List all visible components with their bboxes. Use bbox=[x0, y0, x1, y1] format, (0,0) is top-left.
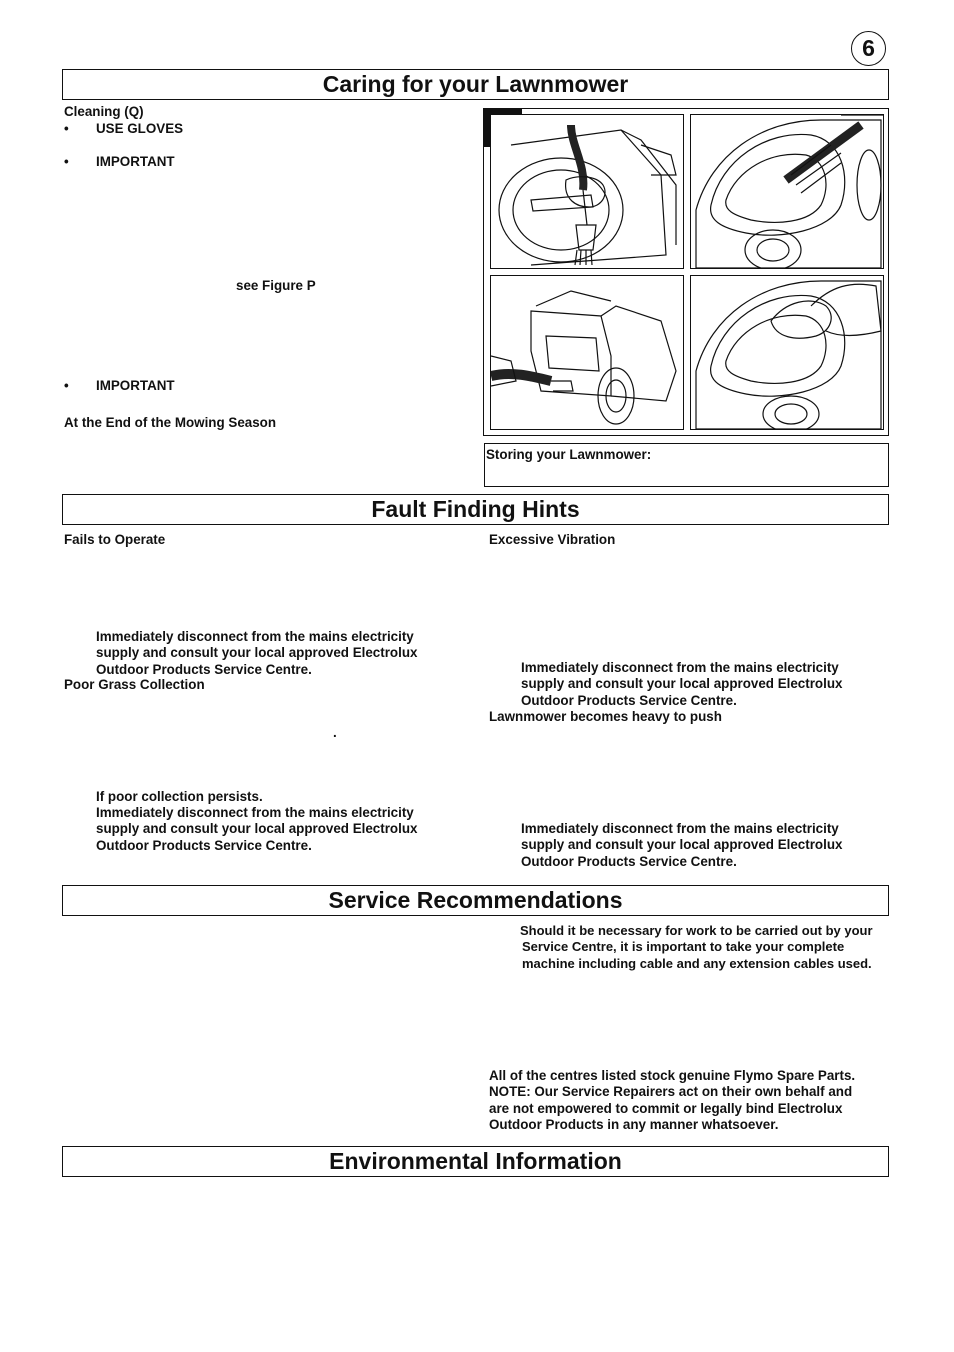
note-line: are not empowered to commit or legally bind Electrolux bbox=[489, 1100, 843, 1116]
section-heading-caring: Caring for your Lawnmower bbox=[62, 69, 889, 100]
note-line: Outdoor Products Service Centre. bbox=[521, 692, 737, 708]
note-line: Outdoor Products Service Centre. bbox=[96, 661, 312, 677]
note-line: Immediately disconnect from the mains electricity bbox=[521, 660, 839, 675]
note-line: NOTE: Our Service Repairers act on their own behalf and bbox=[489, 1084, 853, 1100]
note-line: supply and consult your local approved Electrolux bbox=[96, 645, 418, 661]
bullet-mark: • bbox=[64, 377, 69, 393]
cleaning-heading: Cleaning (Q) bbox=[64, 104, 144, 119]
note-line: Immediately disconnect from the mains electricity bbox=[521, 821, 839, 836]
note-line: All of the centres listed stock genuine Flymo Spare Parts. bbox=[489, 1068, 856, 1083]
illustration-grassbox-clean bbox=[490, 275, 684, 430]
note-line: Outdoor Products in any manner whatsoever. bbox=[489, 1116, 779, 1132]
important-text: IMPORTANT bbox=[96, 154, 175, 170]
illustration-underside-brush bbox=[490, 114, 684, 269]
storing-heading: Storing your Lawnmower: bbox=[486, 447, 652, 462]
note-line: Should it be necessary for work to be carried out by your bbox=[520, 923, 873, 938]
disconnect-note-left-2 bbox=[96, 805, 417, 854]
important-text: IMPORTANT bbox=[96, 377, 175, 393]
centres-note bbox=[489, 1068, 855, 1133]
page-number: 6 bbox=[851, 31, 886, 66]
note-line: machine including cable and any extension cables used. bbox=[522, 955, 872, 971]
illustration-top-brush bbox=[690, 114, 884, 269]
section-heading-environment: Environmental Information bbox=[62, 1146, 889, 1177]
disconnect-note-right-2 bbox=[521, 821, 842, 870]
disconnect-note-left-1 bbox=[96, 629, 417, 678]
disconnect-note-right-1 bbox=[521, 660, 842, 709]
note-line: supply and consult your local approved Electrolux bbox=[96, 821, 418, 837]
excessive-vibration-heading: Excessive Vibration bbox=[489, 532, 616, 547]
if-poor-persists: If poor collection persists. bbox=[96, 789, 263, 804]
note-line: supply and consult your local approved Electrolux bbox=[521, 837, 843, 853]
section-heading-fault-finding: Fault Finding Hints bbox=[62, 494, 889, 525]
illustration-top-cloth bbox=[690, 275, 884, 430]
note-line: Immediately disconnect from the mains electricity bbox=[96, 805, 414, 820]
section-heading-service: Service Recommendations bbox=[62, 885, 889, 916]
end-of-season-heading: At the End of the Mowing Season bbox=[64, 415, 277, 430]
poor-collection-heading: Poor Grass Collection bbox=[64, 677, 205, 692]
fails-to-operate-heading: Fails to Operate bbox=[64, 532, 166, 547]
see-figure-p: see Figure P bbox=[236, 278, 316, 293]
note-line: Immediately disconnect from the mains electricity bbox=[96, 629, 414, 644]
note-line: Service Centre, it is important to take your complete bbox=[522, 939, 845, 955]
use-gloves-text: USE GLOVES bbox=[96, 121, 184, 136]
heavy-to-push-heading: Lawnmower becomes heavy to push bbox=[489, 709, 722, 724]
note-line: Outdoor Products Service Centre. bbox=[521, 853, 737, 869]
note-line: supply and consult your local approved Electrolux bbox=[521, 676, 843, 692]
bullet-mark: • bbox=[64, 121, 69, 136]
note-line: Outdoor Products Service Centre. bbox=[96, 837, 312, 853]
service-centre-note bbox=[520, 923, 873, 972]
stray-dot: . bbox=[333, 725, 337, 740]
bullet-mark: • bbox=[64, 154, 69, 170]
